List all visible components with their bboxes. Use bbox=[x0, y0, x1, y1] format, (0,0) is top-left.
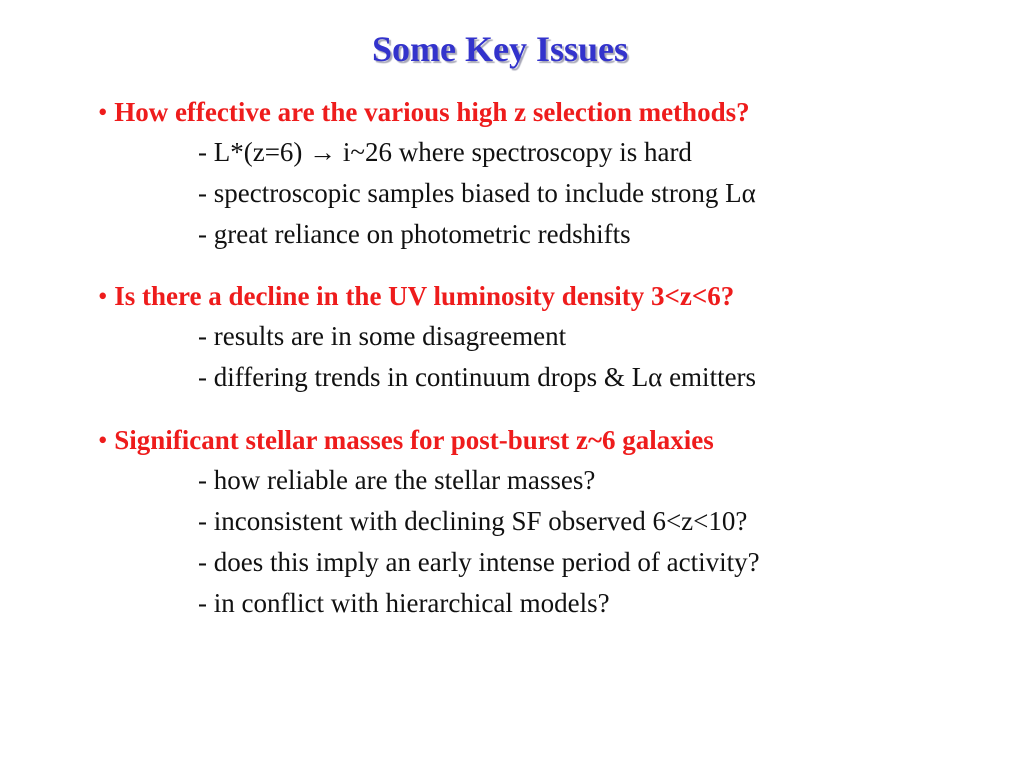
bullet-icon: • bbox=[98, 425, 108, 455]
bullet-heading bbox=[98, 92, 998, 132]
heading-text: Significant stellar masses for post-burst z~6 galaxies bbox=[114, 425, 714, 455]
sub-item: - differing trends in continuum drops & Lα emitters bbox=[198, 362, 757, 392]
heading-text: Is there a decline in the UV luminosity density 3<z<6? bbox=[114, 281, 735, 311]
bullet-section-selection-methods bbox=[98, 92, 998, 255]
bullet-icon: • bbox=[98, 281, 108, 311]
bullet-section-uv-luminosity bbox=[98, 276, 998, 398]
sub-item: - in conflict with hierarchical models? bbox=[198, 588, 610, 618]
bullet-icon: • bbox=[98, 97, 108, 127]
sub-item: - inconsistent with declining SF observed 6<z<10? bbox=[198, 506, 748, 536]
bullet-section-stellar-masses bbox=[98, 420, 998, 624]
bullet-heading bbox=[98, 420, 998, 460]
sub-item: - how reliable are the stellar masses? bbox=[198, 465, 596, 495]
sub-item: - L*(z=6) → i~26 where spectroscopy is hard bbox=[198, 137, 692, 167]
heading-text: How effective are the various high z selection methods? bbox=[114, 97, 750, 127]
sub-item: - does this imply an early intense period of activity? bbox=[198, 547, 760, 577]
sub-item: - results are in some disagreement bbox=[198, 321, 567, 351]
slide-title: Some Key Issues bbox=[371, 29, 628, 69]
bullet-heading bbox=[98, 276, 998, 316]
sub-item: - great reliance on photometric redshifts bbox=[198, 219, 631, 249]
sub-item: - spectroscopic samples biased to include strong Lα bbox=[198, 178, 756, 208]
